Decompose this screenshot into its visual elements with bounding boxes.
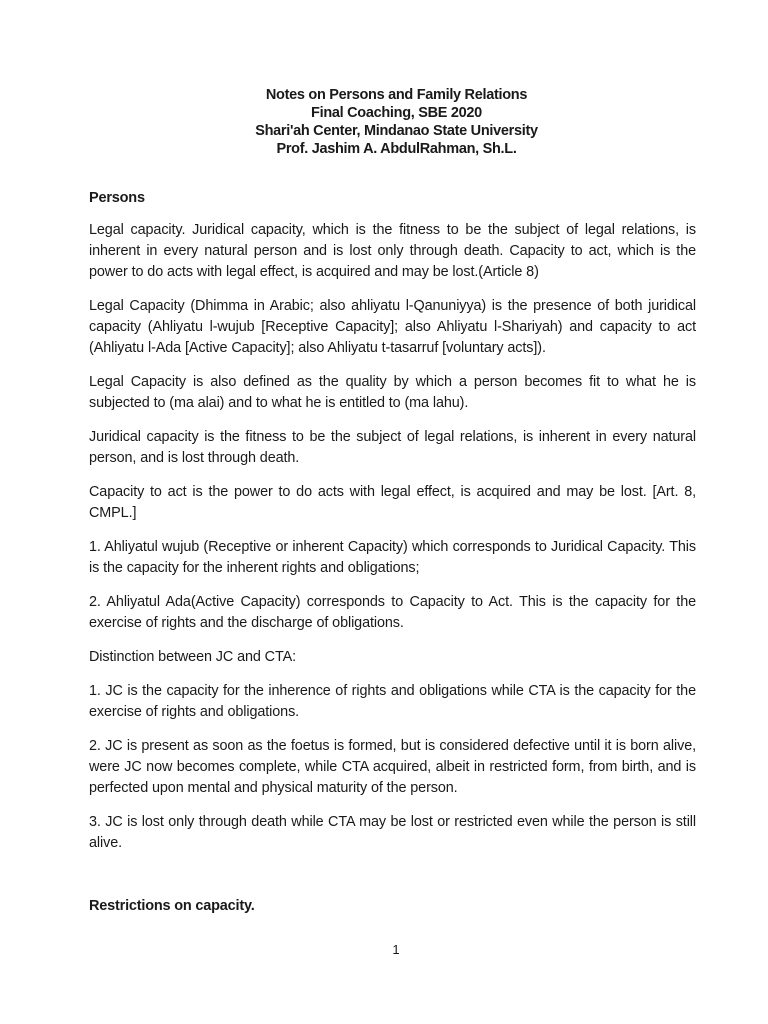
paragraph: Legal Capacity (Dhimma in Arabic; also ahliyatu l-Qanuniyya) is the presence of both juridical capacity (Ahliyatu l-wujub [Receptive Capacity]; also Ahliyatu l-Shariyah) and capacity to act (Ahliyatu l-Ada [Active Capacity]; also Ahliyatu t-tasarruf [voluntary acts]). bbox=[89, 298, 696, 356]
list-item: 1. JC is the capacity for the inherence of rights and obligations while CTA is the capacity for the exercise of rights and obligations. bbox=[89, 683, 696, 720]
paragraph: Juridical capacity is the fitness to be the subject of legal relations, is inherent in every natural person, and is lost through death. bbox=[89, 429, 696, 466]
list-item: 3. JC is lost only through death while CTA may be lost or restricted even while the person is still alive. bbox=[89, 814, 696, 851]
section-heading-restrictions: Restrictions on capacity. bbox=[89, 898, 255, 914]
list-item: 1. Ahliyatul wujub (Receptive or inherent Capacity) which corresponds to Juridical Capacity. This is the capacity for the inherent rights and obligations; bbox=[89, 539, 696, 576]
section-heading-persons: Persons bbox=[89, 190, 145, 206]
paragraph: Capacity to act is the power to do acts with legal effect, is acquired and may be lost. [Art. 8, CMPL.] bbox=[89, 484, 696, 521]
header-subtitle: Final Coaching, SBE 2020 bbox=[311, 105, 482, 121]
paragraph: Legal capacity. Juridical capacity, which is the fitness to be the subject of legal relations, is inherent in every natural person and is lost only through death. Capacity to act, which is the power to do acts with legal effect, is acquired and may be lost.(Article 8) bbox=[89, 222, 696, 280]
paragraph: Legal Capacity is also defined as the quality by which a person becomes fit to what he is subjected to (ma alai) and to what he is entitled to (ma lahu). bbox=[89, 374, 696, 411]
document-header bbox=[97, 86, 696, 158]
list-item: 2. Ahliyatul Ada(Active Capacity) corresponds to Capacity to Act. This is the capacity for the exercise of rights and the discharge of obligations. bbox=[89, 594, 696, 631]
list-item: 2. JC is present as soon as the foetus is formed, but is considered defective until it is born alive, were JC now becomes complete, while CTA acquired, albeit in restricted form, from birth, and is perfected upon mental and physical maturity of the person. bbox=[89, 738, 696, 796]
header-institution: Shari'ah Center, Mindanao State University bbox=[255, 123, 538, 139]
header-title: Notes on Persons and Family Relations bbox=[265, 87, 528, 103]
header-author: Prof. Jashim A. AbdulRahman, Sh.L. bbox=[276, 141, 517, 157]
page-number: 1 bbox=[392, 942, 400, 957]
paragraph: Distinction between JC and CTA: bbox=[89, 649, 296, 665]
